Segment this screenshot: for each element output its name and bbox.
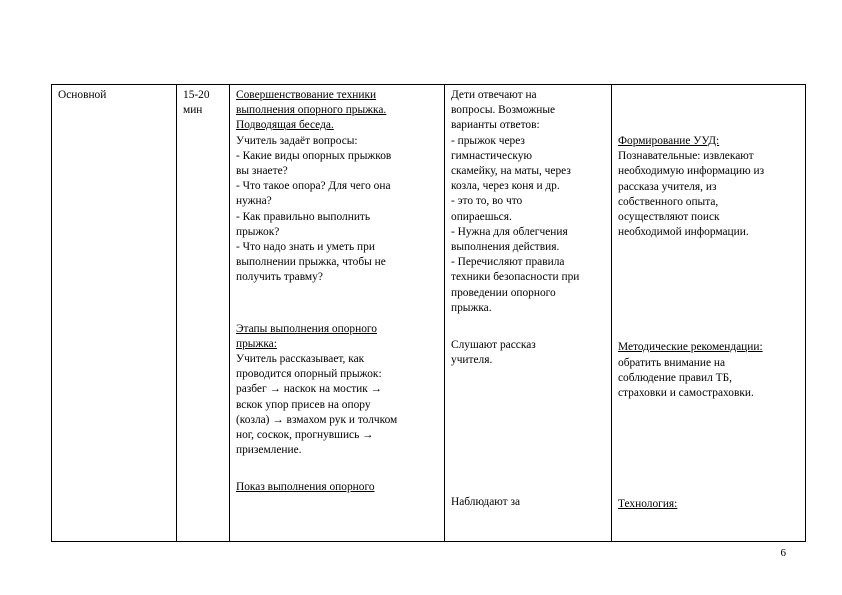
- time-unit: мин: [183, 104, 203, 117]
- page-number: 6: [780, 547, 786, 559]
- student-block1-line: выполнения действия.: [451, 241, 560, 254]
- uud-block1-text-line: собственного опыта,: [618, 195, 719, 208]
- student-block1-line: вопросы. Возможные: [451, 104, 556, 117]
- lesson-plan-table: [51, 84, 806, 542]
- student-block2-line: учителя.: [451, 354, 493, 367]
- student-block1-line: - прыжок через: [451, 134, 525, 147]
- student-block1-line: - Перечисляют правила: [451, 256, 565, 269]
- teacher-block2-text-line: Учитель рассказывает, как: [236, 353, 365, 366]
- student-block1-line: варианты ответов:: [451, 119, 540, 132]
- uud-block3-title: Технология:: [618, 498, 678, 511]
- student-block1-line: прыжка.: [451, 301, 492, 314]
- student-block1-line: проведении опорного: [451, 286, 556, 299]
- teacher-block2-text-line: ног, соскок, прогнувшись →: [236, 429, 374, 442]
- stage-label: Основной: [58, 89, 107, 101]
- student-block1-line: техники безопасности при: [451, 271, 580, 284]
- uud-block2-text-line: обратить внимание на: [618, 356, 726, 369]
- teacher-block1-text-line: вы знаете?: [236, 165, 288, 178]
- teacher-block1-text-line: получить травму?: [236, 271, 323, 284]
- uud-block1-text-line: осуществляют поиск: [618, 211, 720, 224]
- time-cell: [177, 85, 230, 542]
- teacher-block1-text-line: нужна?: [236, 195, 272, 208]
- stage-cell: [52, 85, 177, 542]
- uud-cell: [612, 85, 806, 542]
- teacher-block2-text-line: приземление.: [236, 444, 302, 457]
- teacher-block2-text-line: вскок упор присев на опору: [236, 398, 371, 411]
- teacher-block1-text-line: выполнении прыжка, чтобы не: [236, 256, 386, 269]
- time-value: 15-20: [183, 89, 210, 101]
- uud-block2-text-line: страховки и самостраховки.: [618, 387, 754, 400]
- uud-block2-text-line: соблюдение правил ТБ,: [618, 371, 733, 384]
- teacher-block2-text-line: разбег → наскок на мостик →: [236, 383, 383, 396]
- uud-block1-text-line: Познавательные: извлекают: [618, 150, 754, 163]
- teacher-block2-title-line: прыжка:: [236, 337, 277, 350]
- uud-block1-text-line: необходимой информации.: [618, 226, 749, 239]
- teacher-block3-title-line: Показ выполнения опорного: [236, 481, 375, 494]
- uud-block1-title: Формирование УУД:: [618, 135, 720, 147]
- uud-block1-text-line: рассказа учителя, из: [618, 180, 717, 193]
- student-activity-cell: [445, 85, 612, 542]
- teacher-activity-cell: [230, 85, 445, 542]
- uud-block2-title: Методические рекомендации:: [618, 341, 763, 354]
- teacher-block1-text-line: - Что надо знать и уметь при: [236, 241, 375, 254]
- teacher-block1-text-line: Учитель задаёт вопросы:: [236, 134, 358, 147]
- teacher-block2-title-line: Этапы выполнения опорного: [236, 322, 377, 335]
- teacher-block1-text-line: прыжок?: [236, 225, 280, 238]
- student-block1-line: - это то, во что: [451, 195, 523, 208]
- student-block1-line: Дети отвечают на: [451, 89, 537, 101]
- teacher-block1-title-line: Подводящая беседа.: [236, 119, 334, 132]
- student-block3-line: Наблюдают за: [451, 496, 520, 509]
- student-block1-line: козла, через коня и др.: [451, 180, 560, 193]
- student-block1-line: - Нужна для облегчения: [451, 225, 568, 238]
- teacher-block1-text-line: - Какие виды опорных прыжков: [236, 149, 392, 162]
- table-row: [52, 85, 806, 542]
- teacher-block2-text-line: проводится опорный прыжок:: [236, 368, 382, 381]
- student-block1-line: гимнастическую: [451, 149, 532, 162]
- uud-block1-text-line: необходимую информацию из: [618, 165, 765, 178]
- student-block1-line: скамейку, на маты, через: [451, 165, 571, 178]
- teacher-block1-text-line: - Что такое опора? Для чего она: [236, 180, 391, 193]
- student-block1-line: опираешься.: [451, 210, 512, 223]
- student-block2-line: Слушают рассказ: [451, 339, 536, 352]
- teacher-block2-text-line: (козла) → взмахом рук и толчком: [236, 413, 398, 426]
- teacher-block1-title-line: Совершенствование техники: [236, 89, 377, 101]
- teacher-block1-text-line: - Как правильно выполнить: [236, 210, 371, 223]
- teacher-block1-title-line: выполнения опорного прыжка.: [236, 104, 387, 117]
